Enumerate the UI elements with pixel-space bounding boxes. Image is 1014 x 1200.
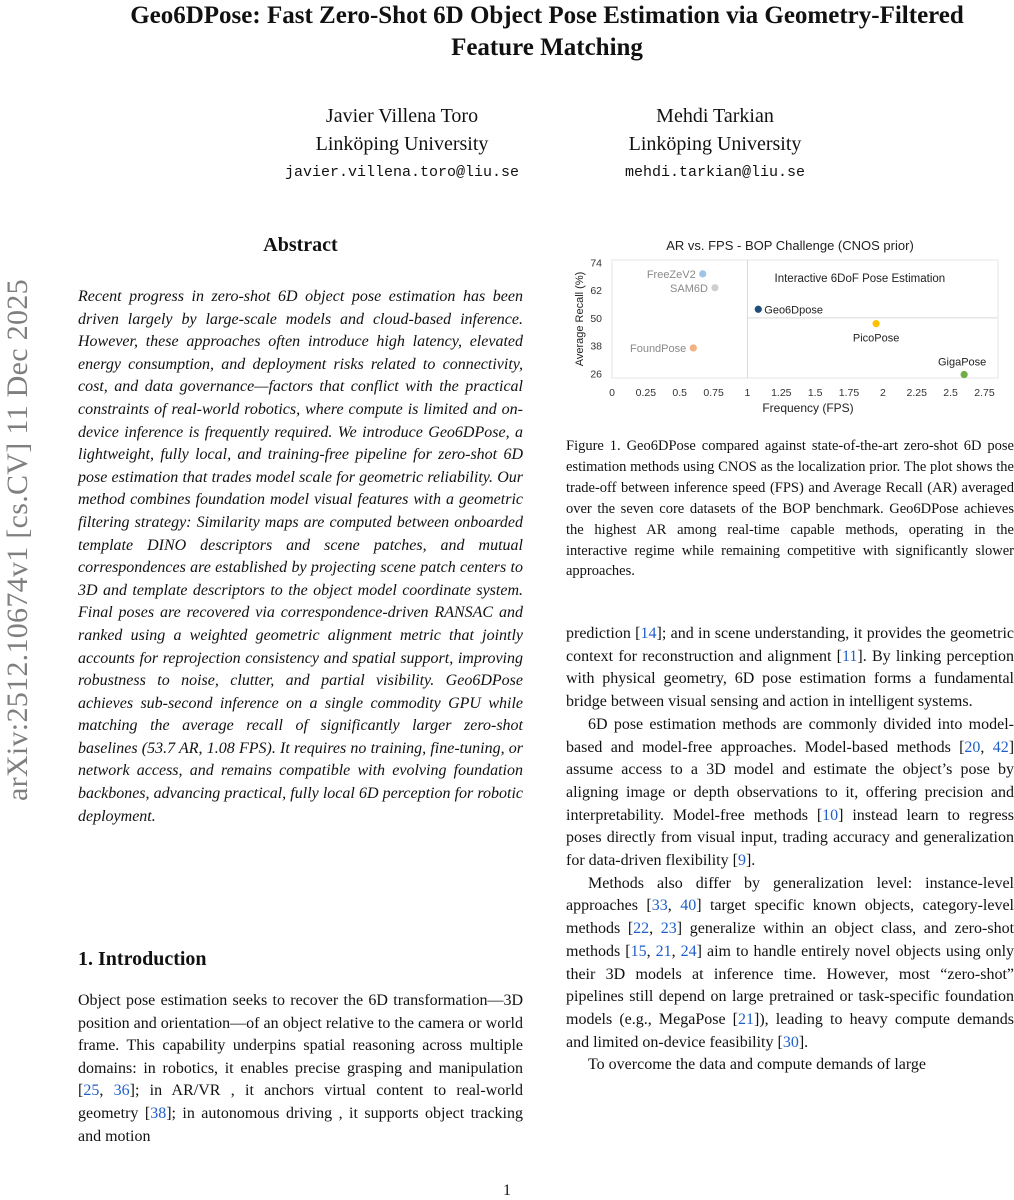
paragraph	[566, 623, 1014, 714]
chart-annotation: Interactive 6DoF Pose Estimation	[774, 272, 946, 285]
citation-link[interactable]: 24	[680, 942, 697, 960]
abstract-text: Recent progress in zero-shot 6D object pose estimation has been driven largely by large-scale models and cloud-based inference. However, these approaches often introduce high latency, elevated energy consumption, and deployment risks related to connectivity, cost, and data governance—factors that conflict with the practical constraints of real-world robotics, where compute is limited and on-device inference is frequently required. We introduce Geo6DPose, a lightweight, fully local, and training-free pipeline for zero-shot 6D pose estimation that trades model scale for geometric reliability. Our method combines foundation model visual features with a geometric filtering strategy: Similarity maps are computed between onboarded template DINO descriptors and scene patches, and mutual correspondences are established by projecting scene patch centers to 3D and template descriptors to the object model coordinate system. Final poses are recovered via correspondence-driven RANSAC and ranked using a weighted geometric alignment metric that jointly accounts for reprojection consistency and spatial support, improving robustness to noise, clutter, and partial visibility. Geo6DPose achieves sub-second inference on a single commodity GPU while matching the average recall of significantly larger zero-shot baselines (53.7 AR, 1.08 FPS). It requires no training, fine-tuning, or network access, and remains compatible with evolving foundation backbones, advancing practical, fully local 6D perception for robotic deployment.	[78, 288, 523, 825]
paragraph	[566, 873, 1014, 1055]
text-run: Methods also differ by generalization level: instance-level approaches [	[566, 874, 1014, 915]
chart-title: AR vs. FPS - BOP Challenge (CNOS prior)	[666, 238, 914, 253]
text-run: ,	[99, 1082, 114, 1100]
text-run: To overcome the data and compute demands of large	[588, 1056, 927, 1074]
text-run: ,	[671, 942, 681, 960]
author-2	[600, 102, 830, 188]
text-run: ]; in AR/VR , it anchors virtual content to real-world geometry [	[78, 1082, 524, 1122]
citation-link[interactable]: 30	[782, 1033, 799, 1051]
citation-link[interactable]: 38	[150, 1104, 167, 1122]
page-number: 1	[503, 1182, 511, 1199]
text-run: ] target specific known objects, category-level methods [	[566, 897, 1014, 938]
x-tick-label: 1	[744, 387, 751, 399]
y-tick-label: 38	[590, 340, 602, 353]
text-run: ,	[646, 942, 656, 960]
chart-y-axis-label: Average Recall (%)	[574, 271, 586, 367]
x-tick-label: 2.5	[943, 387, 958, 399]
citation-link[interactable]: 33	[651, 897, 668, 915]
citation-link[interactable]: 22	[633, 920, 650, 938]
text-run: Object pose estimation seeks to recover the 6D transformation—3D position and orientation—of an object relative to the camera or world frame. This capability underpins spatial reasoning across multiple domains: in robotics, it enables precise grasping and manipulation [	[78, 992, 523, 1100]
author-affiliation: Linköping University	[315, 133, 489, 155]
abstract-heading: Abstract	[263, 234, 338, 256]
data-label-picopose: PicoPose	[852, 332, 900, 345]
author-affiliation: Linköping University	[628, 133, 802, 155]
data-label-foundpose: FoundPose	[629, 342, 687, 355]
text-run: 6D pose estimation methods are commonly divided into model-based and model-free approaches. Model-based methods [	[566, 715, 1014, 756]
text-run: prediction [	[566, 625, 641, 642]
x-tick-label: 2.25	[906, 387, 927, 399]
text-run: ] aim to handle entirely novel objects using only their 3D models at inference time. However, most “zero-shot” pipelines still depend on large pretrained or task-specific foundation models (e.g., MegaPose [	[566, 942, 1014, 1028]
x-tick-label: 1.75	[838, 387, 860, 399]
citation-link[interactable]: 14	[640, 625, 657, 642]
y-tick-label: 26	[590, 368, 602, 381]
x-tick-label: 0.5	[672, 387, 688, 399]
text-run: ,	[649, 920, 661, 938]
section-heading-introduction: 1. Introduction	[78, 948, 207, 970]
citation-link[interactable]: 10	[822, 806, 839, 824]
text-run: ]. By linking perception with physical geometry, 6D pose estimation forms a fundamental bridge between visual sensing and action in intelligent systems.	[566, 647, 1014, 711]
data-label-gigapose: GigaPose	[937, 356, 987, 369]
citation-link[interactable]: 21	[738, 1010, 755, 1028]
text-run: ,	[667, 897, 681, 915]
text-run: ] assume access to a 3D model and estimate the object’s pose by aligning image or depth observations to it, offering precision and interpretability. Model-free methods [	[566, 738, 1014, 824]
y-tick-label: 74	[590, 257, 602, 270]
x-tick-label: 2	[879, 387, 886, 399]
figure-1-caption: Figure 1. Geo6DPose compared against state-of-the-art zero-shot 6D pose estimation methods using CNOS as the localization prior. The plot shows the trade-off between inference speed (FPS) and Average Recall (AR) averaged over the seven core datasets of the BOP benchmark. Geo6DPose achieves the highest AR among real-time capable methods, operating in the interactive regime while remaining competitive with significantly slower approaches.	[566, 438, 1014, 580]
arxiv-identifier: arXiv:2512.10674v1 [cs.CV] 11 Dec 2025	[1, 279, 34, 801]
x-tick-label: 2.75	[974, 387, 995, 399]
text-run: ].	[745, 852, 756, 870]
x-tick-label: 1.25	[771, 387, 792, 399]
data-point-foundpose	[690, 344, 697, 351]
chart-x-tick-labels	[609, 387, 995, 399]
data-point-sam6d	[711, 284, 718, 291]
author-email[interactable]: javier.villena.toro@liu.se	[284, 164, 520, 181]
citation-link[interactable]: 40	[680, 897, 697, 915]
text-run: ]), leading to heavy compute demands and limited on-device feasibility [	[566, 1010, 1014, 1051]
y-tick-label: 50	[590, 312, 602, 325]
citation-link[interactable]: 21	[655, 942, 672, 960]
paper-title-line-1: Geo6DPose: Fast Zero-Shot 6D Object Pose Estimation via Geometry-Filtered	[130, 2, 964, 29]
text-run: ]; in autonomous driving , it supports object tracking and motion	[78, 1104, 524, 1145]
right-column-text	[566, 623, 1014, 1077]
text-run: ]; and in scene understanding, it provides the geometric context for reconstruction and alignment [	[566, 625, 1014, 665]
citation-link[interactable]: 20	[964, 738, 981, 756]
citation-link[interactable]: 9	[737, 852, 746, 870]
citation-link[interactable]: 23	[660, 920, 677, 938]
author-1	[270, 102, 534, 188]
x-tick-label: 0	[609, 387, 615, 399]
text-run: ] instead learn to regress poses directly from visual input, trading accuracy and generalization for data-driven flexibility [	[566, 806, 1014, 870]
introduction-paragraph	[78, 990, 523, 1148]
author-email[interactable]: mehdi.tarkian@liu.se	[624, 164, 806, 181]
citation-link[interactable]: 25	[83, 1082, 100, 1100]
figure-1-chart	[566, 232, 1014, 420]
text-run: ].	[798, 1033, 809, 1051]
data-label-sam6d: SAM6D	[670, 282, 708, 295]
citation-link[interactable]: 15	[630, 942, 647, 960]
data-point-freezev2	[699, 270, 706, 277]
x-tick-label: 0.75	[703, 387, 724, 399]
author-name: Javier Villena Toro	[325, 105, 479, 127]
chart-points	[630, 269, 986, 378]
paragraph	[566, 714, 1014, 873]
citation-link[interactable]: 36	[113, 1082, 130, 1100]
data-point-geo6dpose	[755, 306, 762, 313]
data-label-freezev2: FreeZeV2	[646, 268, 696, 281]
paragraph	[566, 1054, 1014, 1077]
author-name: Mehdi Tarkian	[656, 105, 774, 127]
data-label-geo6dpose: Geo6Dpose	[764, 304, 823, 317]
chart-x-axis-label: Frequency (FPS)	[762, 401, 854, 415]
paper-title	[80, 0, 1014, 64]
x-tick-label: 1.5	[807, 387, 823, 399]
x-tick-label: 0.25	[635, 387, 657, 399]
data-point-gigapose	[961, 371, 968, 378]
citation-link[interactable]: 11	[841, 647, 858, 665]
y-tick-label: 62	[590, 285, 602, 298]
citation-link[interactable]: 42	[992, 738, 1009, 756]
text-run: ,	[980, 738, 993, 756]
chart-y-tick-labels	[590, 257, 602, 380]
data-point-picopose	[873, 320, 880, 327]
paper-title-line-2: Feature Matching	[451, 34, 643, 61]
text-run: ] generalize within an object class, and zero-shot methods [	[566, 920, 1014, 960]
